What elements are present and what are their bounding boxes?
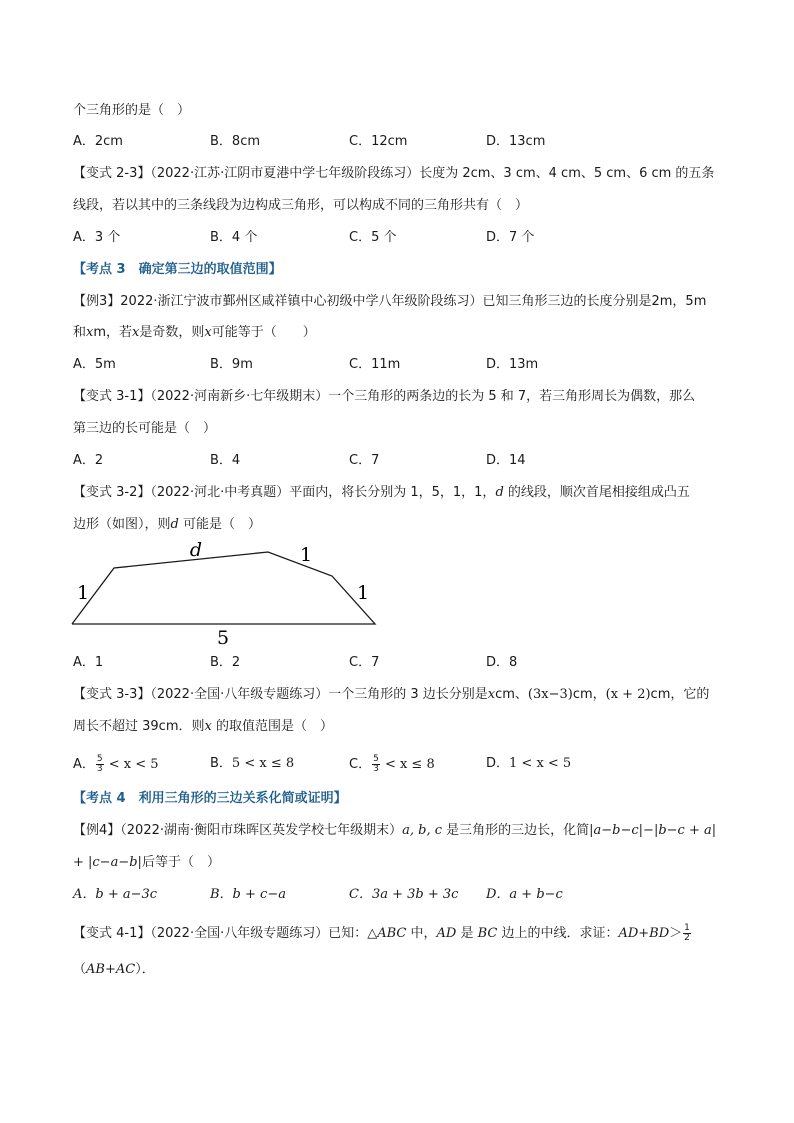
label-left-side: 1 xyxy=(76,582,90,604)
question-2-3-line-1: 【变式 2-3】（2022·江苏·江阴市夏港中学七年级阶段练习）长度为 2cm、3 cm、4 cm、5 cm、6 cm 的五条 xyxy=(73,166,715,181)
example-3-line-1: 【例3】2022·浙江宁波市鄞州区咸祥镇中心初级中学八年级阶段练习）已知三角形三边的长度分别是2m，5m xyxy=(73,294,707,309)
option-c[interactable]: C．7 xyxy=(349,453,380,468)
option-a[interactable]: A． $\frac{5}{3}$ < x < 5 xyxy=(73,754,159,774)
option-b[interactable]: B．5 < x ≤ 8 xyxy=(210,756,295,771)
label-top-side: d xyxy=(189,539,203,561)
example-3-line-2: 和xm，若x是奇数，则x可能等于（ ） xyxy=(73,325,316,340)
fraction: $\frac{5}{3}$ xyxy=(96,754,103,774)
option-b[interactable]: B．9m xyxy=(210,357,253,372)
option-a[interactable]: A．2cm xyxy=(73,134,123,149)
option-d[interactable]: D．13m xyxy=(486,357,539,372)
option-b[interactable]: B．4 xyxy=(210,453,241,468)
option-a[interactable]: A．b + a−3c xyxy=(73,887,158,902)
variant-4-1-line-2: （AB+AC）． xyxy=(73,962,155,977)
question-2-2-continuation: 个三角形的是（ ） xyxy=(73,103,191,118)
option-a[interactable]: A．2 xyxy=(73,453,104,468)
option-b[interactable]: B．b + c−a xyxy=(210,887,286,902)
example-4-line-1: 【例4】（2022·湖南·衡阳市珠晖区英发学校七年级期末）a, b, c 是三角形的三边长，化简|a−b−c|−|b−c + a| xyxy=(73,823,717,838)
option-d[interactable]: D．14 xyxy=(486,453,526,468)
option-b[interactable]: B．4 个 xyxy=(210,230,258,245)
option-c[interactable]: C． $\frac{5}{3}$ < x ≤ 8 xyxy=(349,754,435,774)
section-heading-kaodian-3: 【考点 3 确定第三边的取值范围】 xyxy=(73,262,282,277)
example-4-line-2: + |c−a−b|后等于（ ） xyxy=(73,855,220,870)
question-2-3-line-2: 线段，若以其中的三条线段为边构成三角形，可以构成不同的三角形共有（ ） xyxy=(73,198,529,213)
option-d[interactable]: D．a + b−c xyxy=(486,887,563,902)
fraction: $\frac{5}{3}$ xyxy=(373,754,379,774)
variant-3-3-line-1: 【变式 3-3】（2022·全国·八年级专题练习）一个三角形的 3 边长分别是xcm、(3x−3)cm，(x + 2)cm，它的 xyxy=(73,687,710,702)
variant-3-1-line-1: 【变式 3-1】（2022·河南新乡·七年级期末）一个三角形的两条边的长为 5 和 7，若三角形周长为偶数，那么 xyxy=(73,389,696,404)
option-a[interactable]: A．1 xyxy=(73,655,104,670)
variant-3-3-line-2: 周长不超过 39cm．则x 的取值范围是（ ） xyxy=(73,719,333,734)
option-a[interactable]: A．3 个 xyxy=(73,230,121,245)
variant-4-1-line-1: 【变式 4-1】（2022·全国·八年级专题练习）已知：△ABC 中，AD 是 BC 边上的中线．求证：AD+BD＞ $\frac{1}{2}$ xyxy=(73,923,690,943)
option-d[interactable]: D．13cm xyxy=(486,134,546,149)
option-c[interactable]: C．7 xyxy=(349,655,380,670)
option-d[interactable]: D．8 xyxy=(486,655,518,670)
option-c[interactable]: C．11m xyxy=(349,357,401,372)
option-b[interactable]: B．2 xyxy=(210,655,241,670)
variant-3-2-line-1: 【变式 3-2】（2022·河北·中考真题）平面内，将长分别为 1，5，1，1，d 的线段，顺次首尾相接组成凸五 xyxy=(73,485,690,500)
option-c[interactable]: C．12cm xyxy=(349,134,408,149)
option-d[interactable]: D．1 < x < 5 xyxy=(486,756,572,771)
label-upper-right-side: 1 xyxy=(299,544,313,566)
option-c[interactable]: C．3a + 3b + 3c xyxy=(349,887,459,902)
option-a[interactable]: A．5m xyxy=(73,357,116,372)
variant-3-1-line-2: 第三边的长可能是（ ） xyxy=(73,421,217,436)
option-b[interactable]: B．8cm xyxy=(210,134,261,149)
section-heading-kaodian-4: 【考点 4 利用三角形的三边关系化简或证明】 xyxy=(73,791,347,806)
label-right-side: 1 xyxy=(356,582,370,604)
variant-3-2-line-2: 边形（如图），则d 可能是（ ） xyxy=(73,517,261,532)
option-d[interactable]: D．7 个 xyxy=(486,230,535,245)
label-bottom-side: 5 xyxy=(216,627,230,649)
pentagon-outline xyxy=(72,552,375,624)
option-c[interactable]: C．5 个 xyxy=(349,230,397,245)
fraction-one-half: $\frac{1}{2}$ xyxy=(684,923,690,943)
